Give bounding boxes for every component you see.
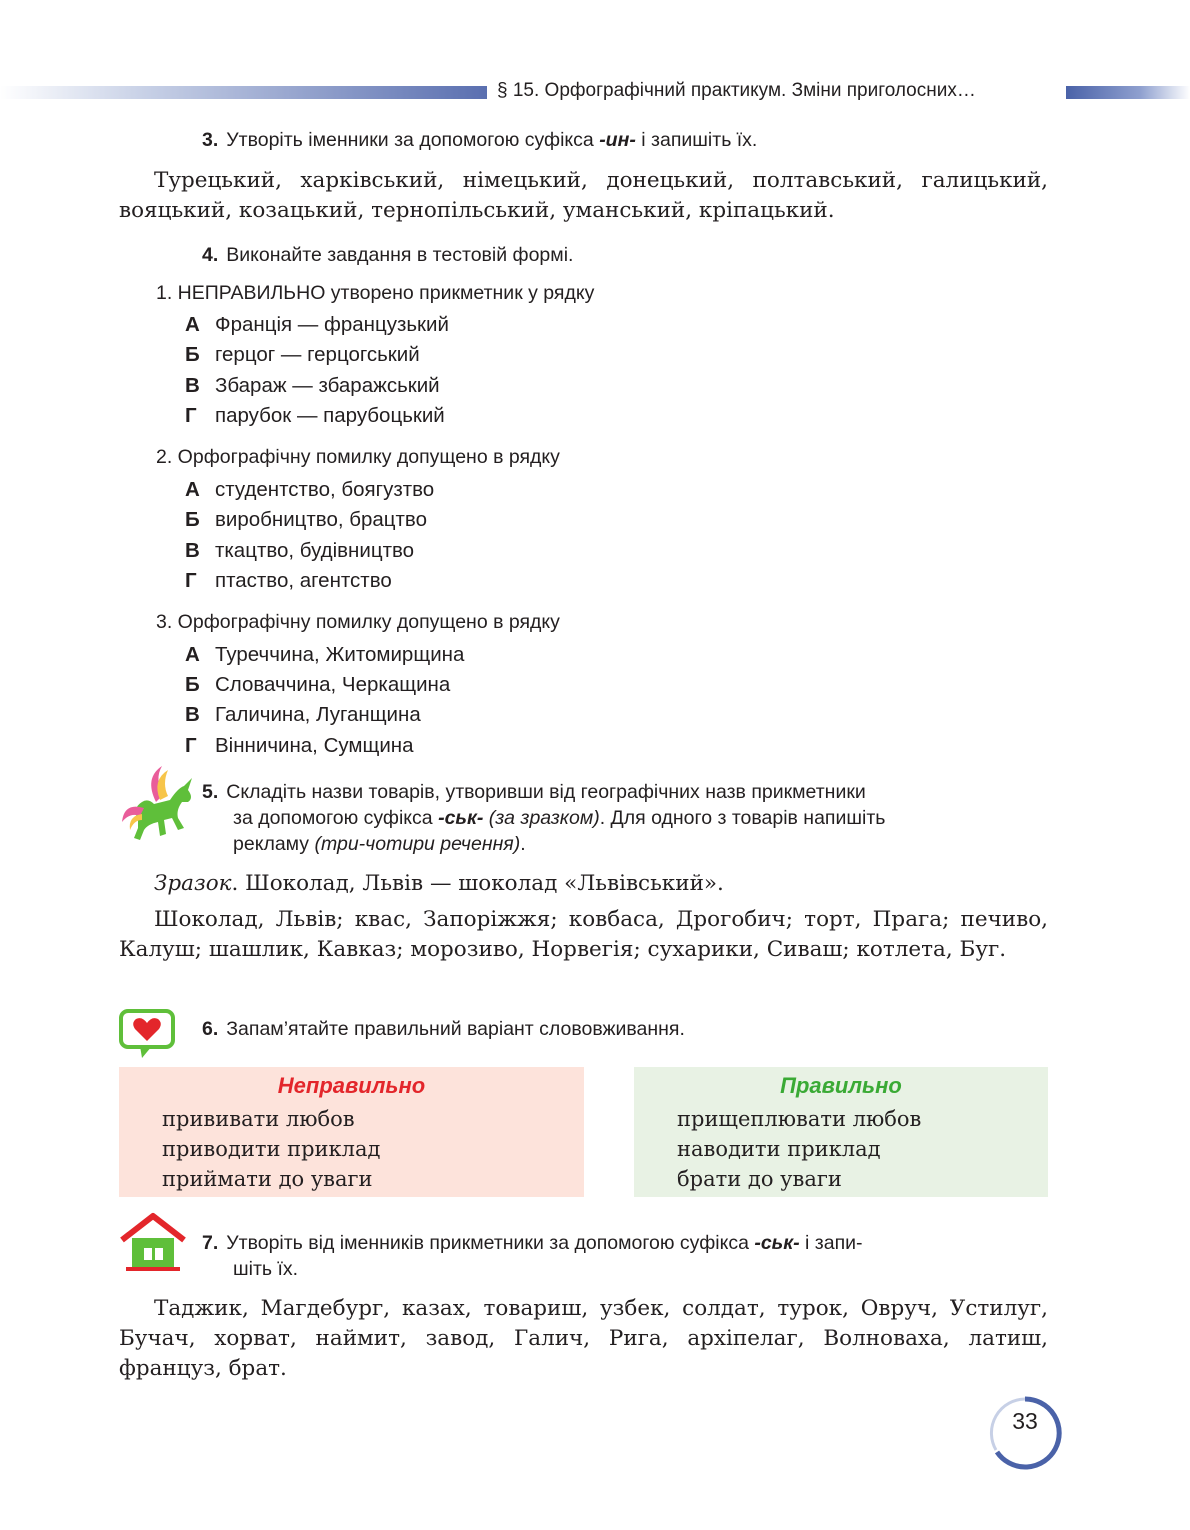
task-5-words: Шоколад, Львів; квас, Запоріжжя; ковбаса, Дрогобич; торт, Прага; печиво, Калуш; шашлик, Кавказ; морозиво, Норвегія; сухарики, Сиваш; котлета, Буг. bbox=[119, 907, 1048, 962]
page-number: 33 bbox=[1012, 1408, 1038, 1434]
option-1b: Б герцог — герцогський bbox=[185, 343, 420, 366]
task-5-instruction-line3: рекламу (три-чотири речення). bbox=[233, 833, 526, 855]
page-dots-decor bbox=[588, 1443, 1190, 1459]
question-2: 2. Орфографічну помилку допущено в рядку bbox=[156, 446, 560, 468]
option-3c: В Галичина, Луганщина bbox=[185, 703, 421, 726]
incorrect-title: Неправильно bbox=[277, 1073, 426, 1098]
unicorn-icon bbox=[118, 758, 200, 842]
heart-speech-bubble-icon bbox=[118, 1008, 176, 1060]
option-1a: А Франція — французький bbox=[185, 313, 449, 336]
task-7-instruction-line2: шіть їх. bbox=[233, 1258, 299, 1280]
option-1c: В Збараж — збаражський bbox=[185, 374, 440, 397]
running-header: § 15. Орфографічний практикум. Зміни приголосних… bbox=[497, 80, 976, 101]
incorrect-usage-box bbox=[119, 1067, 584, 1197]
correct-item: прищеплювати любов bbox=[677, 1107, 922, 1131]
task-7-words: Таджик, Магдебург, казах, товариш, узбек, солдат, турок, Овруч, Устилуг, Бучач, хорват, наймит, завод, Галич, Рига, архіпелаг, Волноваха, латиш, француз, брат. bbox=[119, 1296, 1048, 1381]
option-2c: В ткацтво, будівництво bbox=[185, 539, 415, 562]
task-number: 3. bbox=[202, 129, 219, 151]
task-3-instruction: 3. Утворіть іменники за допомогою суфікса -ин- і запишіть їх. bbox=[202, 129, 758, 151]
option-2a: А студентство, боягузтво bbox=[185, 478, 435, 501]
correct-item: наводити приклад bbox=[677, 1137, 881, 1161]
header-decor-bar-left bbox=[0, 86, 487, 99]
option-2d: Г птаство, агентство bbox=[185, 569, 392, 592]
correct-title: Правильно bbox=[780, 1073, 902, 1098]
option-3d: Г Вінничина, Сумщина bbox=[185, 734, 414, 757]
correct-usage-box bbox=[634, 1067, 1048, 1197]
incorrect-item: приймати до уваги bbox=[162, 1167, 373, 1191]
task-4-instruction: 4. Виконайте завдання в тестовій формі. bbox=[202, 244, 574, 266]
question-3: 3. Орфографічну помилку допущено в рядку bbox=[156, 611, 560, 633]
incorrect-item: прививати любов bbox=[162, 1107, 355, 1131]
house-icon bbox=[118, 1212, 188, 1272]
incorrect-item: приводити приклад bbox=[162, 1137, 381, 1161]
task-5-instruction: 5. Складіть назви товарів, утворивши від географічних назв прикметники bbox=[202, 781, 866, 803]
option-3b: Б Словаччина, Черкащина bbox=[185, 673, 451, 696]
task-7-instruction: 7. Утворіть від іменників прикметники за допомогою суфікса -ськ- і запи- bbox=[202, 1232, 863, 1254]
option-3a: А Туреччина, Житомирщина bbox=[185, 643, 465, 666]
task-6-instruction: 6. Запам’ятайте правильний варіант слововживання. bbox=[202, 1018, 685, 1040]
suffix: -ин- bbox=[599, 129, 636, 151]
header-decor-bar-right bbox=[1066, 86, 1190, 99]
correct-item: брати до уваги bbox=[677, 1167, 842, 1191]
task-5-instruction-line2: за допомогою суфікса -ськ- (за зразком). Для одного з товарів напишіть bbox=[233, 807, 886, 829]
question-1: 1. НЕПРАВИЛЬНО утворено прикметник у рядку bbox=[156, 282, 595, 304]
option-1d: Г парубок — парубоцький bbox=[185, 404, 445, 427]
option-2b: Б виробництво, брацтво bbox=[185, 508, 427, 531]
task-3-words: Турецький, харківський, німецький, донецький, полтавський, галицький, вояцький, козацький, тернопільський, уманський, кріпацький. bbox=[119, 168, 1048, 223]
task-5-sample: Зразок. Шоколад, Львів — шоколад «Львівський». bbox=[154, 871, 724, 896]
